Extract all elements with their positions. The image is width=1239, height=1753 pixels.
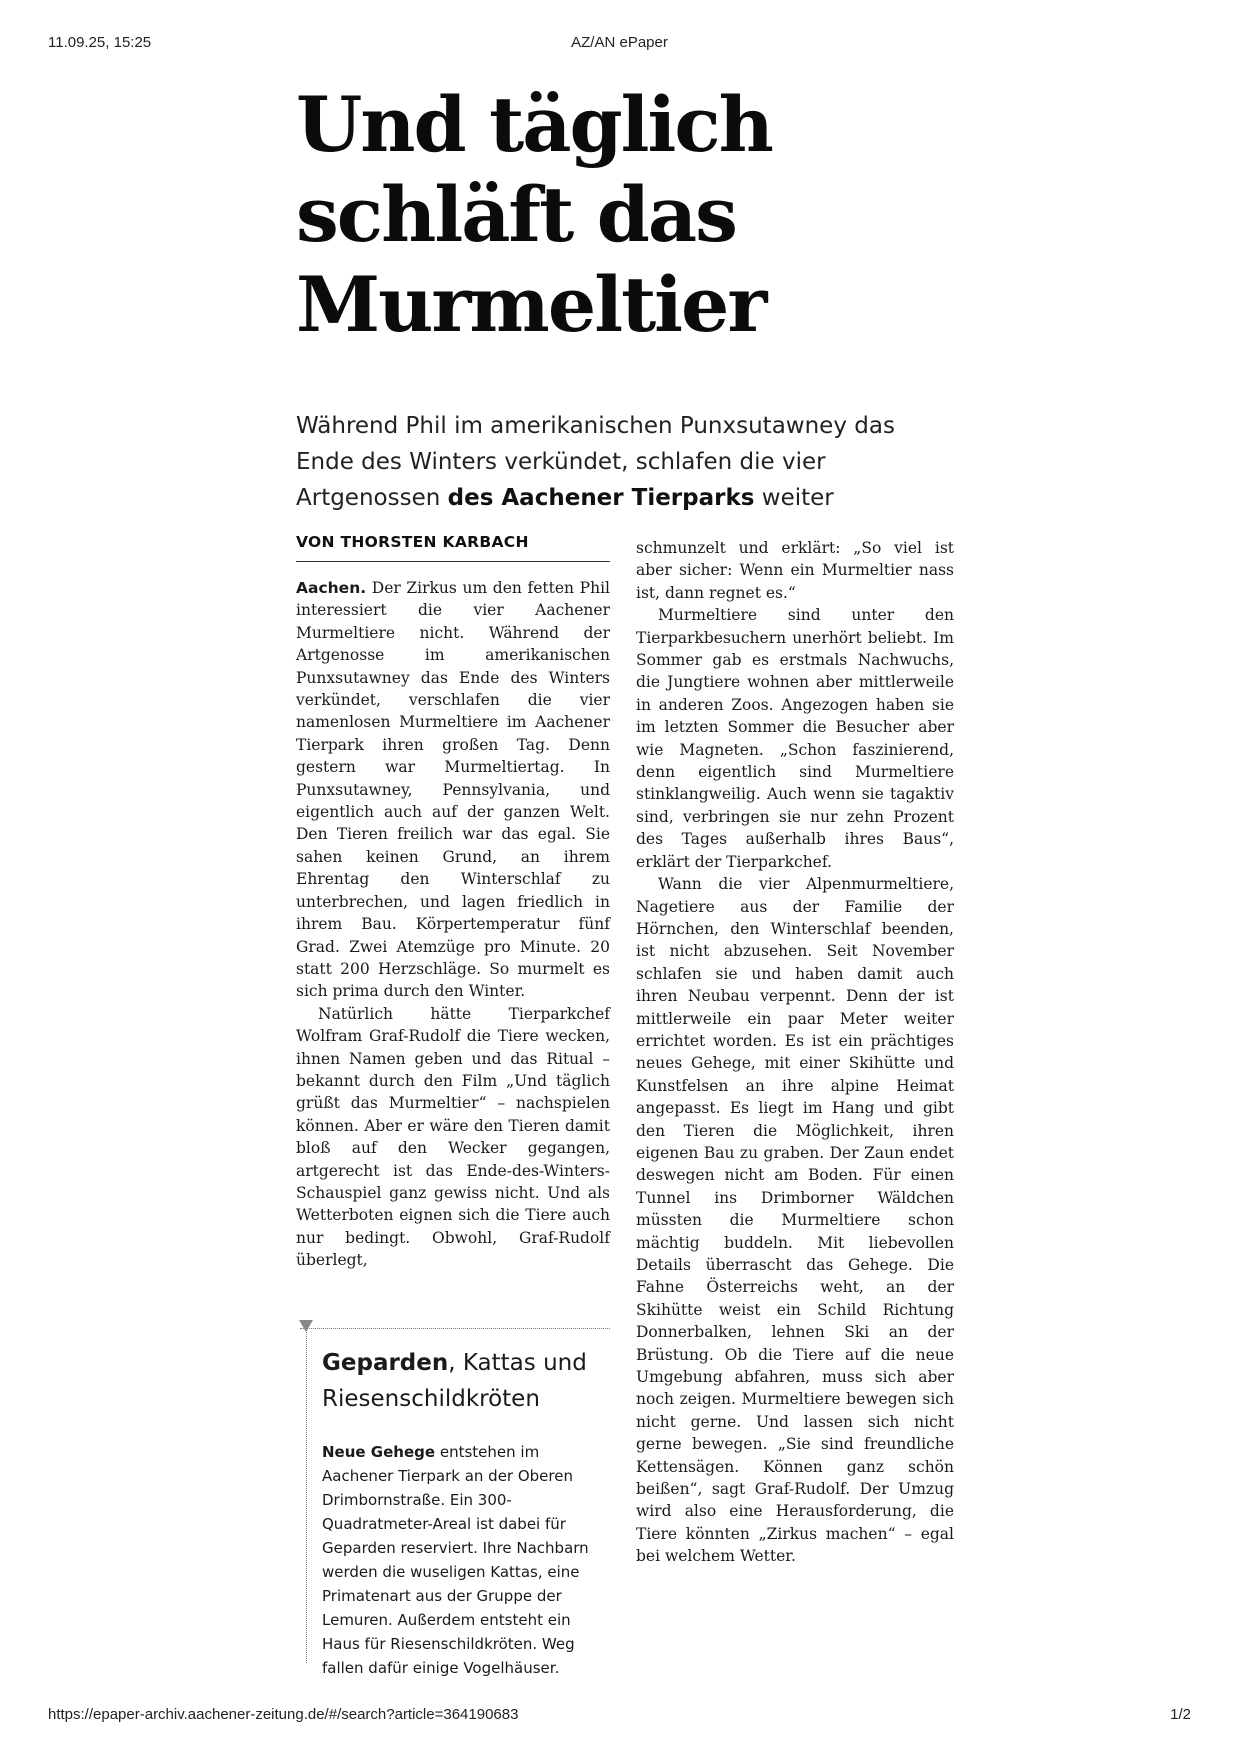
page-number: 1/2 [1170, 1706, 1191, 1723]
paragraph [296, 577, 610, 1003]
infobox-title-rest: , Kattas und Riesenschildkröten [322, 1350, 587, 1412]
infobox-title [322, 1345, 612, 1417]
headline-line-3: Murmeltier [296, 260, 766, 349]
article-column-2 [636, 537, 954, 1568]
print-url: https://epaper-archiv.aachener-zeitung.de/#/search?article=364190683 [48, 1706, 519, 1723]
subheadline [296, 408, 956, 516]
print-title: AZ/AN ePaper [571, 34, 668, 51]
dateline: Aachen. [296, 579, 367, 597]
headline-line-2: schläft das [296, 170, 736, 259]
subhead-end: weiter [761, 485, 834, 511]
infobox-text [322, 1440, 612, 1680]
infobox-body: entstehen im Aachener Tierpark an der Oberen Drimbornstraße. Ein 300-Quadratmeter-Areal ist dabei für Geparden reserviert. Ihre Nachbarn werden die wuseligen Kattas, eine Primatenart aus der Gruppe der Lemuren. Außerdem entsteht ein Haus für Riesenschildkröten. Weg fallen dafür einige Vogelhäuser. [322, 1443, 589, 1677]
paragraph: Wann die vier Alpenmurmeltiere, Nagetiere aus der Familie der Hörnchen, den Winterschlaf beenden, ist nicht abzusehen. Seit November schlafen sie und haben damit auch ihren Neubau verpennt. Denn der ist mittlerweile ein paar Meter weiter errichtet worden. Es ist ein prächtiges neues Gehege, mit einer Skihütte und Kunstfelsen an ihre alpine Heimat angepasst. Es liegt im Hang und gibt den Tieren die Möglichkeit, ihren eigenen Bau zu graben. Der Zaun endet deswegen nicht am Boden. Für einen Tunnel ins Drimborner Wäldchen müssten die Murmeltiere schon mächtig buddeln. Mit liebevollen Details überrascht das Gehege. Die Fahne Österreichs weht, an der Skihütte weist ein Schild Richtung Donnerbalken, lehnen Ski an der Brüstung. Ob die Tiere auf die neue Umgebung abfahren, muss sich aber noch zeigen. Murmeltiere bewegen sich nicht gerne. Und lassen sich nicht gerne bewegen. „Sie sind freundliche Kettensägen. Können ganz schön beißen“, sagt Graf-Rudolf. Der Umzug wird also eine Herausforderung, die Tiere könnten „Zirkus machen“ – egal bei welchem Wetter. [636, 875, 954, 1566]
print-date: 11.09.25, 15:25 [48, 34, 152, 51]
byline: VON THORSTEN KARBACH [296, 533, 610, 562]
subhead-text: Während Phil im amerikanischen Punxsutawney das Ende des Winters verkündet, schlafen die vier Artgenossen [296, 413, 895, 511]
paragraph: Natürlich hätte Tierparkchef Wolfram Graf-Rudolf die Tiere wecken, ihnen Namen geben und das Ritual – bekannt durch den Film „Und täglich grüßt das Murmeltier“ – nachspielen können. Aber er wäre den Tieren damit bloß auf den Wecker gegangen, artgerecht ist das Ende-des-Winters-Schauspiel ganz gewiss nicht. Und als Wetterboten eignen sich die Tiere auch nur bedingt. Obwohl, Graf-Rudolf überlegt, [296, 1004, 610, 1270]
headline-line-1: Und täglich [296, 80, 772, 169]
infobox-lead: Neue Gehege [322, 1443, 436, 1461]
paragraph: Murmeltiere sind unter den Tierparkbesuchern unerhört beliebt. Im Sommer gab es erstmals Nachwuchs, die Jungtiere wohnen aber mittlerweile in anderen Zoos. Angezogen haben sie im letzten Sommer die Besucher aber wie Magneten. „Schon faszinierend, denn eigentlich sind Murmeltiere stinklangweilig. Auch wenn sie tagaktiv sind, verbringen sie nur zehn Prozent des Tages außerhalb ihres Baus“, erklärt der Tierparkchef. [636, 606, 954, 871]
paragraph-text: Der Zirkus um den fetten Phil interessiert die vier Aachener Murmeltiere nicht. Während der Artgenosse im amerikanischen Punxsutawney das Ende des Winters verkündet, verschlafen die vier namenlosen Murmeltiere im Aachener Tierpark ihren großen Tag. Denn gestern war Murmeltiertag. In Punxsutawney, Pennsylvania, und eigentlich auch auf der ganzen Welt. Den Tieren freilich war das egal. Sie sahen keinen Grund, an ihrem Ehrentag den Winterschlaf zu unterbrechen, und lagen friedlich in ihrem Bau. Körpertemperatur fünf Grad. Zwei Atemzüge pro Minute. 20 statt 200 Herzschläge. So murmelt es sich prima durch den Winter. [296, 579, 610, 1001]
article-column-1 [296, 577, 610, 1272]
paragraph: schmunzelt und erklärt: „So viel ist aber sicher: Wenn ein Murmeltier nass ist, dann regnet es.“ [636, 539, 954, 602]
headline [296, 80, 856, 350]
subhead-bold: des Aachener Tierparks [447, 485, 755, 511]
infobox-title-bold: Geparden [322, 1350, 449, 1376]
